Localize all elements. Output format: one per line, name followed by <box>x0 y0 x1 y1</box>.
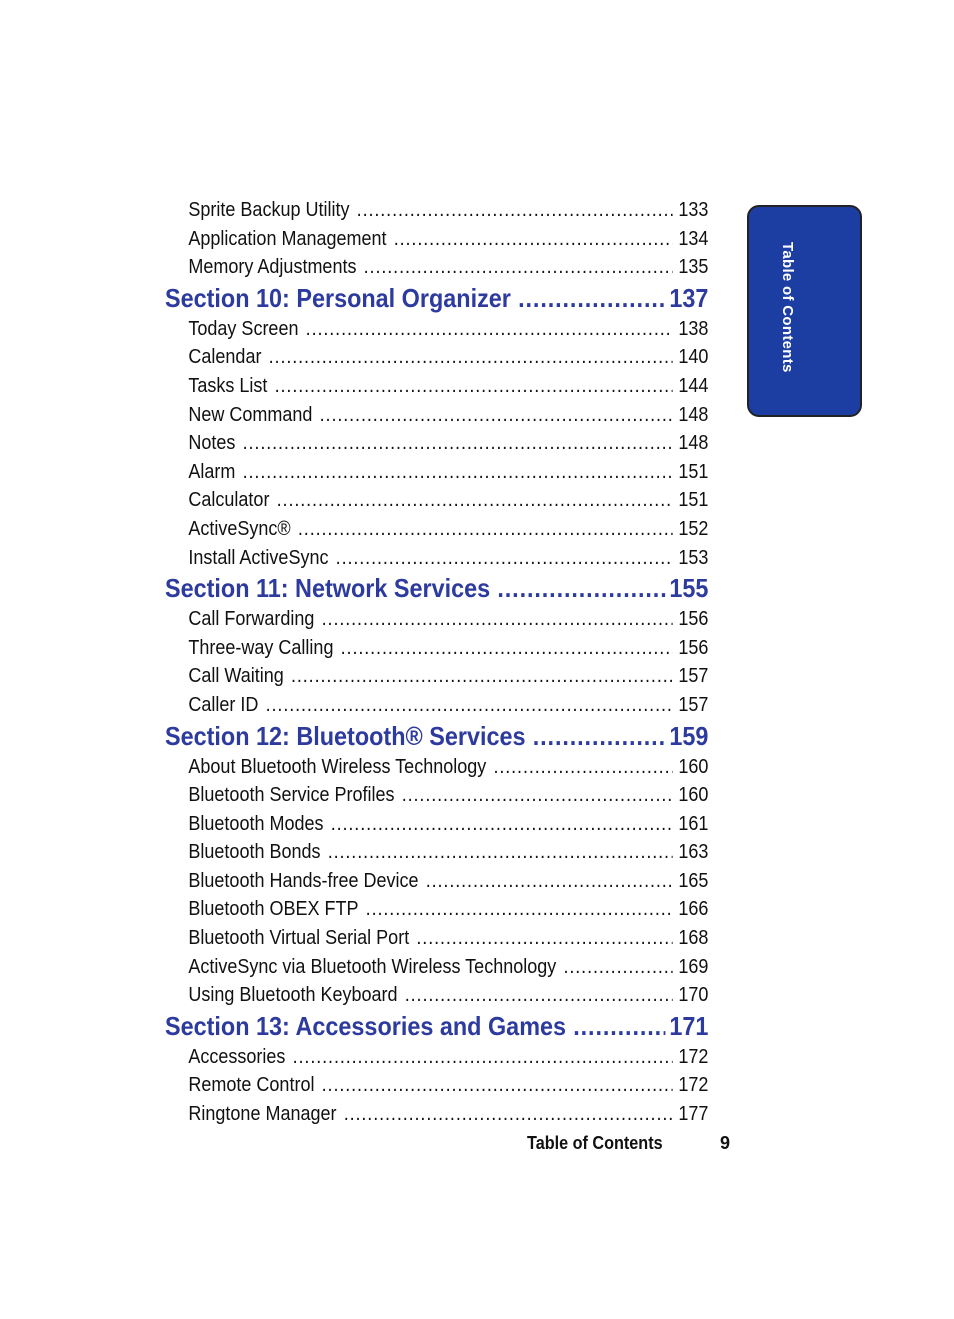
toc-title: ActiveSync® <box>188 517 291 540</box>
toc-entry[interactable] <box>165 429 708 458</box>
toc-title: Call Waiting <box>188 665 284 688</box>
dot-leader <box>291 662 672 691</box>
toc-page-number: 148 <box>678 432 709 455</box>
toc-page-number: 163 <box>678 841 709 864</box>
toc-title: Tasks List <box>188 374 268 397</box>
dot-leader <box>277 486 673 515</box>
dot-leader <box>328 838 673 867</box>
side-tab[interactable] <box>747 205 862 417</box>
toc-page-number: 160 <box>678 755 709 778</box>
toc-page-number: 171 <box>669 1010 709 1041</box>
dot-leader <box>364 253 673 282</box>
toc-title: Three-way Calling <box>188 636 334 659</box>
toc-entry[interactable] <box>165 691 708 720</box>
toc-page-number: 160 <box>678 784 709 807</box>
toc-title: Install ActiveSync <box>188 546 329 569</box>
toc-entry[interactable] <box>165 838 708 867</box>
dot-leader <box>322 1071 673 1100</box>
toc-page-number: 157 <box>678 665 709 688</box>
toc-title: Section 13: Accessories and Games <box>165 1010 567 1041</box>
toc-entry[interactable] <box>165 781 708 810</box>
side-tab-label: Table of Contents <box>779 242 796 373</box>
toc-entry[interactable] <box>165 634 708 663</box>
toc-entry[interactable] <box>165 486 708 515</box>
dot-leader <box>243 429 673 458</box>
toc-entry[interactable] <box>165 753 708 782</box>
dot-leader <box>266 691 673 720</box>
toc-title: Calendar <box>188 346 262 369</box>
toc-entry[interactable] <box>165 981 708 1010</box>
dot-leader <box>497 572 665 605</box>
toc-page-number: 152 <box>678 517 709 540</box>
toc-page-number: 137 <box>669 282 709 313</box>
toc-entry[interactable] <box>165 605 708 634</box>
dot-leader <box>293 1043 673 1072</box>
toc-title: Bluetooth Bonds <box>188 841 321 864</box>
footer-page-number: 9 <box>720 1133 731 1153</box>
toc-entry[interactable] <box>165 515 708 544</box>
toc-title: Section 10: Personal Organizer <box>165 282 511 313</box>
dot-leader <box>306 315 673 344</box>
toc-title: Notes <box>188 432 236 455</box>
toc-section-heading[interactable] <box>165 1010 708 1043</box>
toc-entry[interactable] <box>165 810 708 839</box>
toc-page-number: 156 <box>678 608 709 631</box>
dot-leader <box>320 401 673 430</box>
dot-leader <box>533 720 666 753</box>
toc-page-number: 135 <box>678 256 709 279</box>
toc-page-number: 134 <box>678 227 709 250</box>
toc-entry[interactable] <box>165 196 708 225</box>
toc-title: Remote Control <box>188 1074 315 1097</box>
table-of-contents <box>165 196 709 1129</box>
dot-leader <box>405 981 673 1010</box>
dot-leader <box>341 634 673 663</box>
dot-leader <box>394 225 673 254</box>
toc-title: Ringtone Manager <box>188 1103 337 1126</box>
toc-page-number: 144 <box>678 374 709 397</box>
toc-title: ActiveSync via Bluetooth Wireless Technology <box>188 955 557 978</box>
dot-leader <box>322 605 673 634</box>
toc-page-number: 165 <box>678 869 709 892</box>
dot-leader <box>243 458 673 487</box>
dot-leader <box>275 372 673 401</box>
toc-entry[interactable] <box>165 458 708 487</box>
dot-leader <box>416 924 672 953</box>
toc-page-number: 170 <box>678 984 709 1007</box>
toc-page-number: 161 <box>678 812 709 835</box>
dot-leader <box>493 753 672 782</box>
toc-section-heading[interactable] <box>165 720 708 753</box>
toc-entry[interactable] <box>165 544 708 573</box>
toc-entry[interactable] <box>165 372 708 401</box>
toc-title: Memory Adjustments <box>188 256 357 279</box>
toc-page-number: 168 <box>678 927 709 950</box>
dot-leader <box>298 515 673 544</box>
toc-title: New Command <box>188 403 313 426</box>
toc-page-number: 156 <box>678 636 709 659</box>
toc-entry[interactable] <box>165 953 708 982</box>
toc-entry[interactable] <box>165 343 708 372</box>
toc-title: Using Bluetooth Keyboard <box>188 984 398 1007</box>
toc-entry[interactable] <box>165 253 708 282</box>
toc-section-heading[interactable] <box>165 572 708 605</box>
toc-title: Accessories <box>188 1045 286 1068</box>
dot-leader <box>426 867 673 896</box>
toc-page-number: 169 <box>678 955 709 978</box>
dot-leader <box>344 1100 673 1129</box>
dot-leader <box>518 282 666 315</box>
toc-page-number: 151 <box>678 489 709 512</box>
footer-label: Table of Contents <box>527 1133 663 1153</box>
toc-entry[interactable] <box>165 315 708 344</box>
toc-page-number: 157 <box>678 693 709 716</box>
toc-page-number: 172 <box>678 1074 709 1097</box>
toc-page-number: 155 <box>669 573 709 604</box>
dot-leader <box>402 781 673 810</box>
toc-title: Sprite Backup Utility <box>188 199 350 221</box>
toc-entry[interactable] <box>165 1071 708 1100</box>
toc-entry[interactable] <box>165 1100 708 1129</box>
toc-page-number: 151 <box>678 460 709 483</box>
toc-title: Section 12: Bluetooth® Services <box>165 720 526 751</box>
dot-leader <box>366 895 673 924</box>
dot-leader <box>331 810 673 839</box>
toc-title: Bluetooth Service Profiles <box>188 784 395 807</box>
toc-title: Caller ID <box>188 693 259 716</box>
toc-section-heading[interactable] <box>165 282 708 315</box>
toc-page-number: 159 <box>669 720 709 751</box>
dot-leader <box>357 196 673 225</box>
toc-page-number: 140 <box>678 346 709 369</box>
toc-page-number: 177 <box>678 1103 709 1126</box>
toc-page-number: 153 <box>678 546 709 569</box>
toc-title: Alarm <box>188 460 236 483</box>
toc-title: Bluetooth Virtual Serial Port <box>188 927 410 950</box>
toc-entry[interactable] <box>165 895 708 924</box>
toc-page-number: 138 <box>678 317 709 340</box>
toc-page-number: 172 <box>678 1045 709 1068</box>
toc-page-number: 133 <box>678 199 709 221</box>
toc-entry[interactable] <box>165 924 708 953</box>
toc-page-number: 148 <box>678 403 709 426</box>
dot-leader <box>563 953 672 982</box>
toc-title: About Bluetooth Wireless Technology <box>188 755 487 778</box>
toc-entry[interactable] <box>165 225 708 254</box>
dot-leader <box>269 343 673 372</box>
toc-title: Bluetooth OBEX FTP <box>188 898 359 921</box>
toc-title: Application Management <box>188 227 387 250</box>
toc-entry[interactable] <box>165 867 708 896</box>
toc-title: Calculator <box>188 489 270 512</box>
dot-leader <box>573 1010 666 1043</box>
toc-title: Bluetooth Modes <box>188 812 324 835</box>
toc-title: Bluetooth Hands-free Device <box>188 869 419 892</box>
toc-entry[interactable] <box>165 662 708 691</box>
toc-entry[interactable] <box>165 1043 708 1072</box>
toc-page-number: 166 <box>678 898 709 921</box>
dot-leader <box>336 544 673 573</box>
toc-title: Section 11: Network Services <box>165 573 491 604</box>
toc-title: Call Forwarding <box>188 608 315 631</box>
toc-title: Today Screen <box>188 317 299 340</box>
toc-entry[interactable] <box>165 401 708 430</box>
